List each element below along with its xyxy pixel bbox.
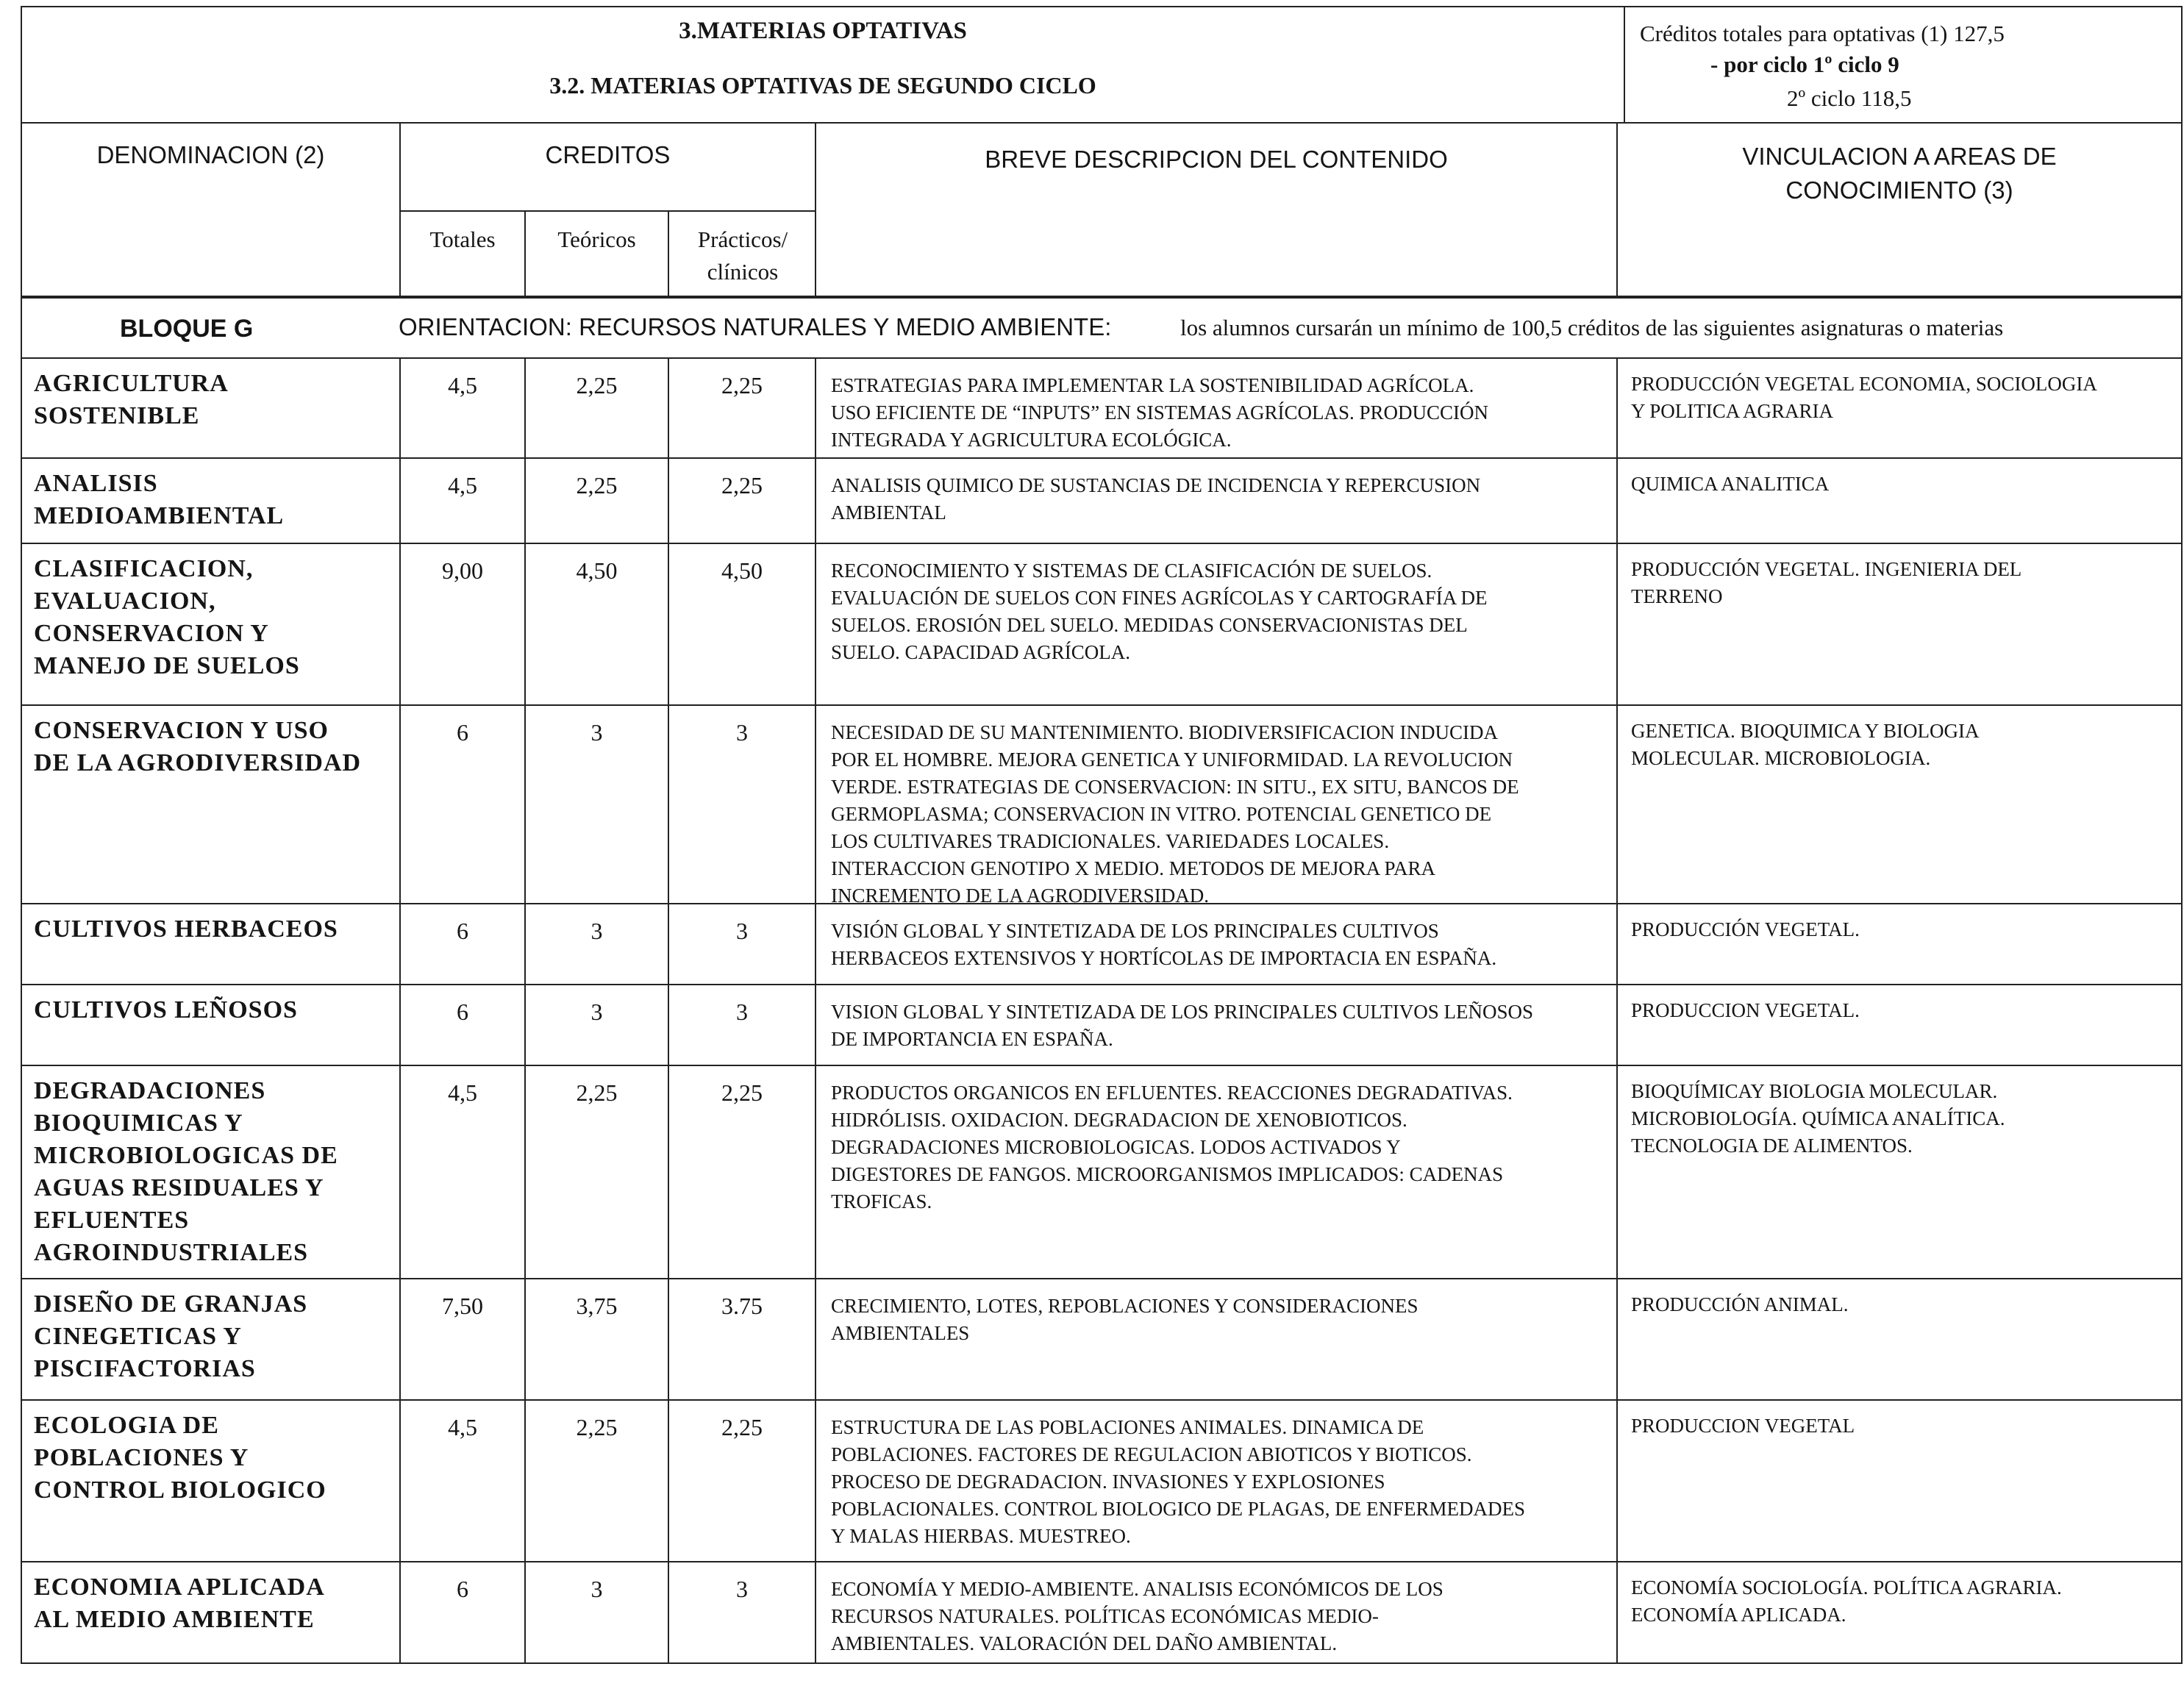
practicos-value: 3 bbox=[736, 1576, 748, 1602]
subject-name-line: DEGRADACIONES bbox=[34, 1077, 266, 1104]
area-line: MOLECULAR. MICROBIOLOGIA. bbox=[1631, 747, 1931, 769]
area-line: ECONOMÍA APLICADA. bbox=[1631, 1604, 1846, 1626]
description-line: ECONOMÍA Y MEDIO-AMBIENTE. ANALISIS ECONÓMICOS DE LOS bbox=[831, 1578, 1443, 1600]
subject-name-line: SOSTENIBLE bbox=[34, 402, 200, 429]
practicos-value: 3 bbox=[736, 918, 748, 944]
totales-value: 9,00 bbox=[442, 557, 483, 584]
subject-name-line: CONTROL BIOLOGICO bbox=[34, 1476, 326, 1504]
table-row bbox=[21, 457, 2183, 543]
practicos-cell bbox=[669, 359, 816, 457]
teoricos-value: 2,25 bbox=[576, 1414, 618, 1440]
subject-name-line: AGROINDUSTRIALES bbox=[34, 1239, 309, 1266]
practicos-cell bbox=[669, 1066, 816, 1278]
totales-value: 6 bbox=[457, 1576, 468, 1602]
practicos-value: 3 bbox=[736, 719, 748, 746]
subject-name-line: POBLACIONES Y bbox=[34, 1444, 249, 1471]
practicos-cell bbox=[669, 904, 816, 984]
section-subtitle: 3.2. MATERIAS OPTATIVAS DE SEGUNDO CICLO bbox=[549, 72, 1096, 99]
teoricos-value: 3,75 bbox=[576, 1293, 618, 1319]
descripcion-label: BREVE DESCRIPCION DEL CONTENIDO bbox=[985, 146, 1448, 173]
subject-name-line: EFLUENTES bbox=[34, 1207, 190, 1234]
teoricos-value: 3 bbox=[590, 1576, 603, 1602]
area-line: PRODUCCIÓN VEGETAL. bbox=[1631, 918, 1860, 940]
area-cell bbox=[1618, 359, 2181, 457]
area-cell bbox=[1618, 985, 2181, 1065]
practicos-value: 3 bbox=[736, 999, 748, 1025]
description-line: LOS CULTIVARES TRADICIONALES. VARIEDADES LOCALES. bbox=[831, 830, 1390, 852]
totales-value: 4,5 bbox=[448, 372, 477, 399]
area-cell bbox=[1618, 459, 2181, 543]
description-line: ESTRUCTURA DE LAS POBLACIONES ANIMALES. DINAMICA DE bbox=[831, 1416, 1424, 1438]
subject-name-line: AGRICULTURA bbox=[34, 370, 229, 397]
practicos-value: 4,50 bbox=[721, 557, 763, 584]
teoricos-cell bbox=[526, 1401, 669, 1561]
totales-label: Totales bbox=[429, 226, 496, 252]
practicos-cell bbox=[669, 706, 816, 903]
area-cell bbox=[1618, 1066, 2181, 1278]
subject-name-cell bbox=[22, 1279, 401, 1399]
description-line: POBLACIONES. FACTORES DE REGULACION ABIOTICOS Y BIOTICOS. bbox=[831, 1443, 1472, 1465]
subject-name-line: MANEJO DE SUELOS bbox=[34, 652, 300, 679]
description-cell bbox=[816, 359, 1618, 457]
subject-name-line: AGUAS RESIDUALES Y bbox=[34, 1174, 324, 1201]
credits-summary-cell bbox=[1625, 7, 2181, 122]
totales-cell bbox=[401, 706, 526, 903]
totales-value: 4,5 bbox=[448, 1079, 477, 1106]
table-row bbox=[21, 704, 2183, 907]
vinculacion-header bbox=[1618, 124, 2181, 296]
description-line: POBLACIONALES. CONTROL BIOLOGICO DE PLAGAS, DE ENFERMEDADES bbox=[831, 1498, 1526, 1520]
area-line: PRODUCCIÓN ANIMAL. bbox=[1631, 1293, 1849, 1315]
subject-name-cell bbox=[22, 904, 401, 984]
description-line: SUELOS. EROSIÓN DEL SUELO. MEDIDAS CONSERVACIONISTAS DEL bbox=[831, 614, 1468, 636]
description-line: PRODUCTOS ORGANICOS EN EFLUENTES. REACCIONES DEGRADATIVAS. bbox=[831, 1082, 1513, 1104]
credits-cycle1: - por ciclo 1º ciclo 9 bbox=[1710, 51, 1899, 77]
area-line: GENETICA. BIOQUIMICA Y BIOLOGIA bbox=[1631, 720, 1980, 742]
subject-name-line: ECOLOGIA DE bbox=[34, 1412, 219, 1439]
practicos-cell bbox=[669, 985, 816, 1065]
subject-name-cell bbox=[22, 1066, 401, 1278]
subject-name-line: CINEGETICAS Y bbox=[34, 1323, 242, 1350]
subject-name-line: EVALUACION, bbox=[34, 587, 216, 615]
subject-name-line: CONSERVACION Y USO bbox=[34, 717, 329, 744]
teoricos-value: 2,25 bbox=[576, 1079, 618, 1106]
section-title: 3.MATERIAS OPTATIVAS bbox=[679, 18, 967, 44]
totales-cell bbox=[401, 359, 526, 457]
teoricos-value: 2,25 bbox=[576, 372, 618, 399]
area-line: PRODUCCION VEGETAL bbox=[1631, 1415, 1855, 1437]
subject-name-line: CULTIVOS HERBACEOS bbox=[34, 915, 338, 943]
area-line: Y POLITICA AGRARIA bbox=[1631, 400, 1834, 422]
teoricos-label: Teóricos bbox=[557, 226, 636, 252]
practicos-cell bbox=[669, 1562, 816, 1662]
description-line: DE IMPORTANCIA EN ESPAÑA. bbox=[831, 1028, 1113, 1050]
practicos-cell bbox=[669, 1279, 816, 1399]
subject-name-cell bbox=[22, 1562, 401, 1662]
subject-name-line: AL MEDIO AMBIENTE bbox=[34, 1606, 315, 1633]
description-line: VISION GLOBAL Y SINTETIZADA DE LOS PRINCIPALES CULTIVOS LEÑOSOS bbox=[831, 1001, 1534, 1023]
description-line: AMBIENTALES bbox=[831, 1322, 970, 1344]
block-label: BLOQUE G bbox=[120, 315, 254, 343]
description-line: SUELO. CAPACIDAD AGRÍCOLA. bbox=[831, 641, 1131, 663]
description-cell bbox=[816, 1401, 1618, 1561]
description-line: DIGESTORES DE FANGOS. MICROORGANISMOS IMPLICADOS: CADENAS bbox=[831, 1163, 1504, 1185]
teoricos-cell bbox=[526, 544, 669, 704]
totales-cell bbox=[401, 985, 526, 1065]
vinculacion-label-1: VINCULACION A AREAS DE bbox=[1742, 143, 2057, 170]
subject-name-cell bbox=[22, 1401, 401, 1561]
description-line: RECURSOS NATURALES. POLÍTICAS ECONÓMICAS MEDIO- bbox=[831, 1605, 1379, 1627]
teoricos-cell bbox=[526, 706, 669, 903]
block-orientation: ORIENTACION: RECURSOS NATURALES Y MEDIO AMBIENTE: bbox=[399, 313, 1112, 340]
area-cell bbox=[1618, 1401, 2181, 1561]
practicos-value: 2,25 bbox=[721, 1414, 763, 1440]
subject-name-line: ECONOMIA APLICADA bbox=[34, 1574, 325, 1601]
description-line: RECONOCIMIENTO Y SISTEMAS DE CLASIFICACIÓN DE SUELOS. bbox=[831, 560, 1432, 582]
credits-total: Créditos totales para optativas (1) 127,5 bbox=[1640, 21, 2005, 46]
block-note: los alumnos cursarán un mínimo de 100,5 créditos de las siguientes asignaturas o materias bbox=[1180, 315, 2004, 340]
description-line: VERDE. ESTRATEGIAS DE CONSERVACION: IN SITU., EX SITU, BANCOS DE bbox=[831, 776, 1519, 798]
area-cell bbox=[1618, 904, 2181, 984]
table-row bbox=[21, 1561, 2183, 1664]
table-row bbox=[21, 357, 2183, 457]
practicos-cell bbox=[669, 459, 816, 543]
description-line: DEGRADACIONES MICROBIOLOGICAS. LODOS ACTIVADOS Y bbox=[831, 1136, 1401, 1158]
subject-name-line: CULTIVOS LEÑOSOS bbox=[34, 996, 298, 1024]
subject-name-cell bbox=[22, 544, 401, 704]
totales-cell bbox=[401, 1562, 526, 1662]
description-line: HIDRÓLISIS. OXIDACION. DEGRADACION DE XENOBIOTICOS. bbox=[831, 1109, 1407, 1131]
block-row bbox=[21, 296, 2183, 357]
subject-name-line: CONSERVACION Y bbox=[34, 620, 269, 647]
practicos-label-1: Prácticos/ bbox=[697, 226, 788, 252]
totales-cell bbox=[401, 904, 526, 984]
totales-value: 6 bbox=[457, 719, 468, 746]
description-cell bbox=[816, 544, 1618, 704]
subject-name-line: BIOQUIMICAS Y bbox=[34, 1110, 243, 1137]
area-line: MICROBIOLOGÍA. QUÍMICA ANALÍTICA. bbox=[1631, 1107, 2005, 1129]
vinculacion-label-2: CONOCIMIENTO (3) bbox=[1785, 176, 2013, 204]
description-line: INTERACCION GENOTIPO X MEDIO. METODOS DE MEJORA PARA bbox=[831, 857, 1436, 879]
description-line: USO EFICIENTE DE “INPUTS” EN SISTEMAS AGRÍCOLAS. PRODUCCIÓN bbox=[831, 401, 1489, 424]
teoricos-cell bbox=[526, 1279, 669, 1399]
area-line: BIOQUÍMICAY BIOLOGIA MOLECULAR. bbox=[1631, 1080, 1998, 1102]
teoricos-cell bbox=[526, 359, 669, 457]
description-line: AMBIENTAL bbox=[831, 501, 946, 524]
block-cell bbox=[22, 299, 2181, 357]
denominacion-header bbox=[22, 124, 401, 296]
description-line: NECESIDAD DE SU MANTENIMIENTO. BIODIVERSIFICACION INDUCIDA bbox=[831, 721, 1498, 743]
description-cell bbox=[816, 904, 1618, 984]
column-header-row bbox=[21, 122, 2183, 296]
subject-name-line: ANALISIS bbox=[34, 470, 158, 497]
teoricos-value: 3 bbox=[590, 999, 603, 1025]
teoricos-header bbox=[526, 210, 669, 297]
description-line: HERBACEOS EXTENSIVOS Y HORTÍCOLAS DE IMPORTACIA EN ESPAÑA. bbox=[831, 947, 1497, 969]
practicos-value: 2,25 bbox=[721, 472, 763, 499]
table-row bbox=[21, 984, 2183, 1065]
area-cell bbox=[1618, 706, 2181, 903]
subject-name-cell bbox=[22, 985, 401, 1065]
description-line: GERMOPLASMA; CONSERVACION IN VITRO. POTENCIAL GENETICO DE bbox=[831, 803, 1492, 825]
description-cell bbox=[816, 1066, 1618, 1278]
description-cell bbox=[816, 459, 1618, 543]
teoricos-value: 3 bbox=[590, 719, 603, 746]
description-line: AMBIENTALES. VALORACIÓN DEL DAÑO AMBIENTAL. bbox=[831, 1632, 1338, 1654]
practicos-cell bbox=[669, 1401, 816, 1561]
area-cell bbox=[1618, 544, 2181, 704]
subject-name-cell bbox=[22, 359, 401, 457]
optional-subjects-table bbox=[21, 6, 2183, 1664]
description-cell bbox=[816, 1279, 1618, 1399]
area-line: TERRENO bbox=[1631, 585, 1723, 607]
title-row bbox=[21, 6, 2183, 122]
title-cell bbox=[22, 7, 1625, 122]
teoricos-cell bbox=[526, 904, 669, 984]
totales-cell bbox=[401, 1279, 526, 1399]
table-row bbox=[21, 1278, 2183, 1399]
totales-cell bbox=[401, 1066, 526, 1278]
credits-cycle2: 2º ciclo 118,5 bbox=[1787, 85, 1912, 111]
subject-name-line: CLASIFICACION, bbox=[34, 555, 254, 582]
table-row bbox=[21, 543, 2183, 704]
area-line: QUIMICA ANALITICA bbox=[1631, 473, 1830, 495]
subject-name-line: PISCIFACTORIAS bbox=[34, 1355, 256, 1382]
subject-name-line: DISEÑO DE GRANJAS bbox=[34, 1290, 308, 1318]
teoricos-cell bbox=[526, 1066, 669, 1278]
table-row bbox=[21, 903, 2183, 984]
subject-name-cell bbox=[22, 706, 401, 903]
subject-name-line: MICROBIOLOGICAS DE bbox=[34, 1142, 338, 1169]
description-line: ANALISIS QUIMICO DE SUSTANCIAS DE INCIDENCIA Y REPERCUSION bbox=[831, 474, 1481, 496]
teoricos-cell bbox=[526, 459, 669, 543]
descripcion-header bbox=[816, 124, 1618, 296]
description-line: Y MALAS HIERBAS. MUESTREO. bbox=[831, 1525, 1131, 1547]
teoricos-value: 2,25 bbox=[576, 472, 618, 499]
totales-cell bbox=[401, 544, 526, 704]
area-line: TECNOLOGIA DE ALIMENTOS. bbox=[1631, 1135, 1913, 1157]
creditos-header bbox=[401, 124, 816, 296]
description-line: INCREMENTO DE LA AGRODIVERSIDAD. bbox=[831, 885, 1210, 907]
subject-name-line: DE LA AGRODIVERSIDAD bbox=[34, 749, 362, 776]
denominacion-label: DENOMINACION (2) bbox=[96, 141, 325, 168]
description-line: POR EL HOMBRE. MEJORA GENETICA Y UNIFORMIDAD. LA REVOLUCION bbox=[831, 749, 1513, 771]
description-line: ESTRATEGIAS PARA IMPLEMENTAR LA SOSTENIBILIDAD AGRÍCOLA. bbox=[831, 374, 1474, 396]
area-line: PRODUCCION VEGETAL. bbox=[1631, 999, 1860, 1021]
practicos-cell bbox=[669, 544, 816, 704]
teoricos-cell bbox=[526, 1562, 669, 1662]
totales-cell bbox=[401, 1401, 526, 1561]
description-cell bbox=[816, 706, 1618, 907]
description-line: VISIÓN GLOBAL Y SINTETIZADA DE LOS PRINCIPALES CULTIVOS bbox=[831, 920, 1439, 942]
practicos-value: 3.75 bbox=[721, 1293, 763, 1319]
description-line: CRECIMIENTO, LOTES, REPOBLACIONES Y CONSIDERACIONES bbox=[831, 1295, 1418, 1317]
area-line: ECONOMÍA SOCIOLOGÍA. POLÍTICA AGRARIA. bbox=[1631, 1576, 2062, 1599]
description-line: TROFICAS. bbox=[831, 1190, 932, 1212]
totales-value: 4,5 bbox=[448, 1414, 477, 1440]
totales-value: 6 bbox=[457, 999, 468, 1025]
practicos-value: 2,25 bbox=[721, 1079, 763, 1106]
area-cell bbox=[1618, 1279, 2181, 1399]
teoricos-value: 3 bbox=[590, 918, 603, 944]
description-cell bbox=[816, 1562, 1618, 1662]
practicos-label-2: clínicos bbox=[707, 259, 779, 285]
practicos-value: 2,25 bbox=[721, 372, 763, 399]
table-row bbox=[21, 1065, 2183, 1278]
teoricos-value: 4,50 bbox=[576, 557, 618, 584]
description-line: INTEGRADA Y AGRICULTURA ECOLÓGICA. bbox=[831, 429, 1232, 451]
teoricos-cell bbox=[526, 985, 669, 1065]
totales-header bbox=[401, 210, 526, 297]
totales-cell bbox=[401, 459, 526, 543]
description-line: EVALUACIÓN DE SUELOS CON FINES AGRÍCOLAS Y CARTOGRAFÍA DE bbox=[831, 587, 1488, 609]
area-line: PRODUCCIÓN VEGETAL. INGENIERIA DEL bbox=[1631, 558, 2022, 580]
totales-value: 7,50 bbox=[442, 1293, 483, 1319]
creditos-label: CREDITOS bbox=[545, 141, 671, 168]
area-line: PRODUCCIÓN VEGETAL ECONOMIA, SOCIOLOGIA bbox=[1631, 373, 2097, 395]
table-row bbox=[21, 1399, 2183, 1561]
subject-name-line: MEDIOAMBIENTAL bbox=[34, 502, 285, 529]
subject-name-cell bbox=[22, 459, 401, 543]
totales-value: 6 bbox=[457, 918, 468, 944]
practicos-header bbox=[669, 210, 816, 297]
area-cell bbox=[1618, 1562, 2181, 1662]
description-line: PROCESO DE DEGRADACION. INVASIONES Y EXPLOSIONES bbox=[831, 1471, 1385, 1493]
description-cell bbox=[816, 985, 1618, 1065]
totales-value: 4,5 bbox=[448, 472, 477, 499]
